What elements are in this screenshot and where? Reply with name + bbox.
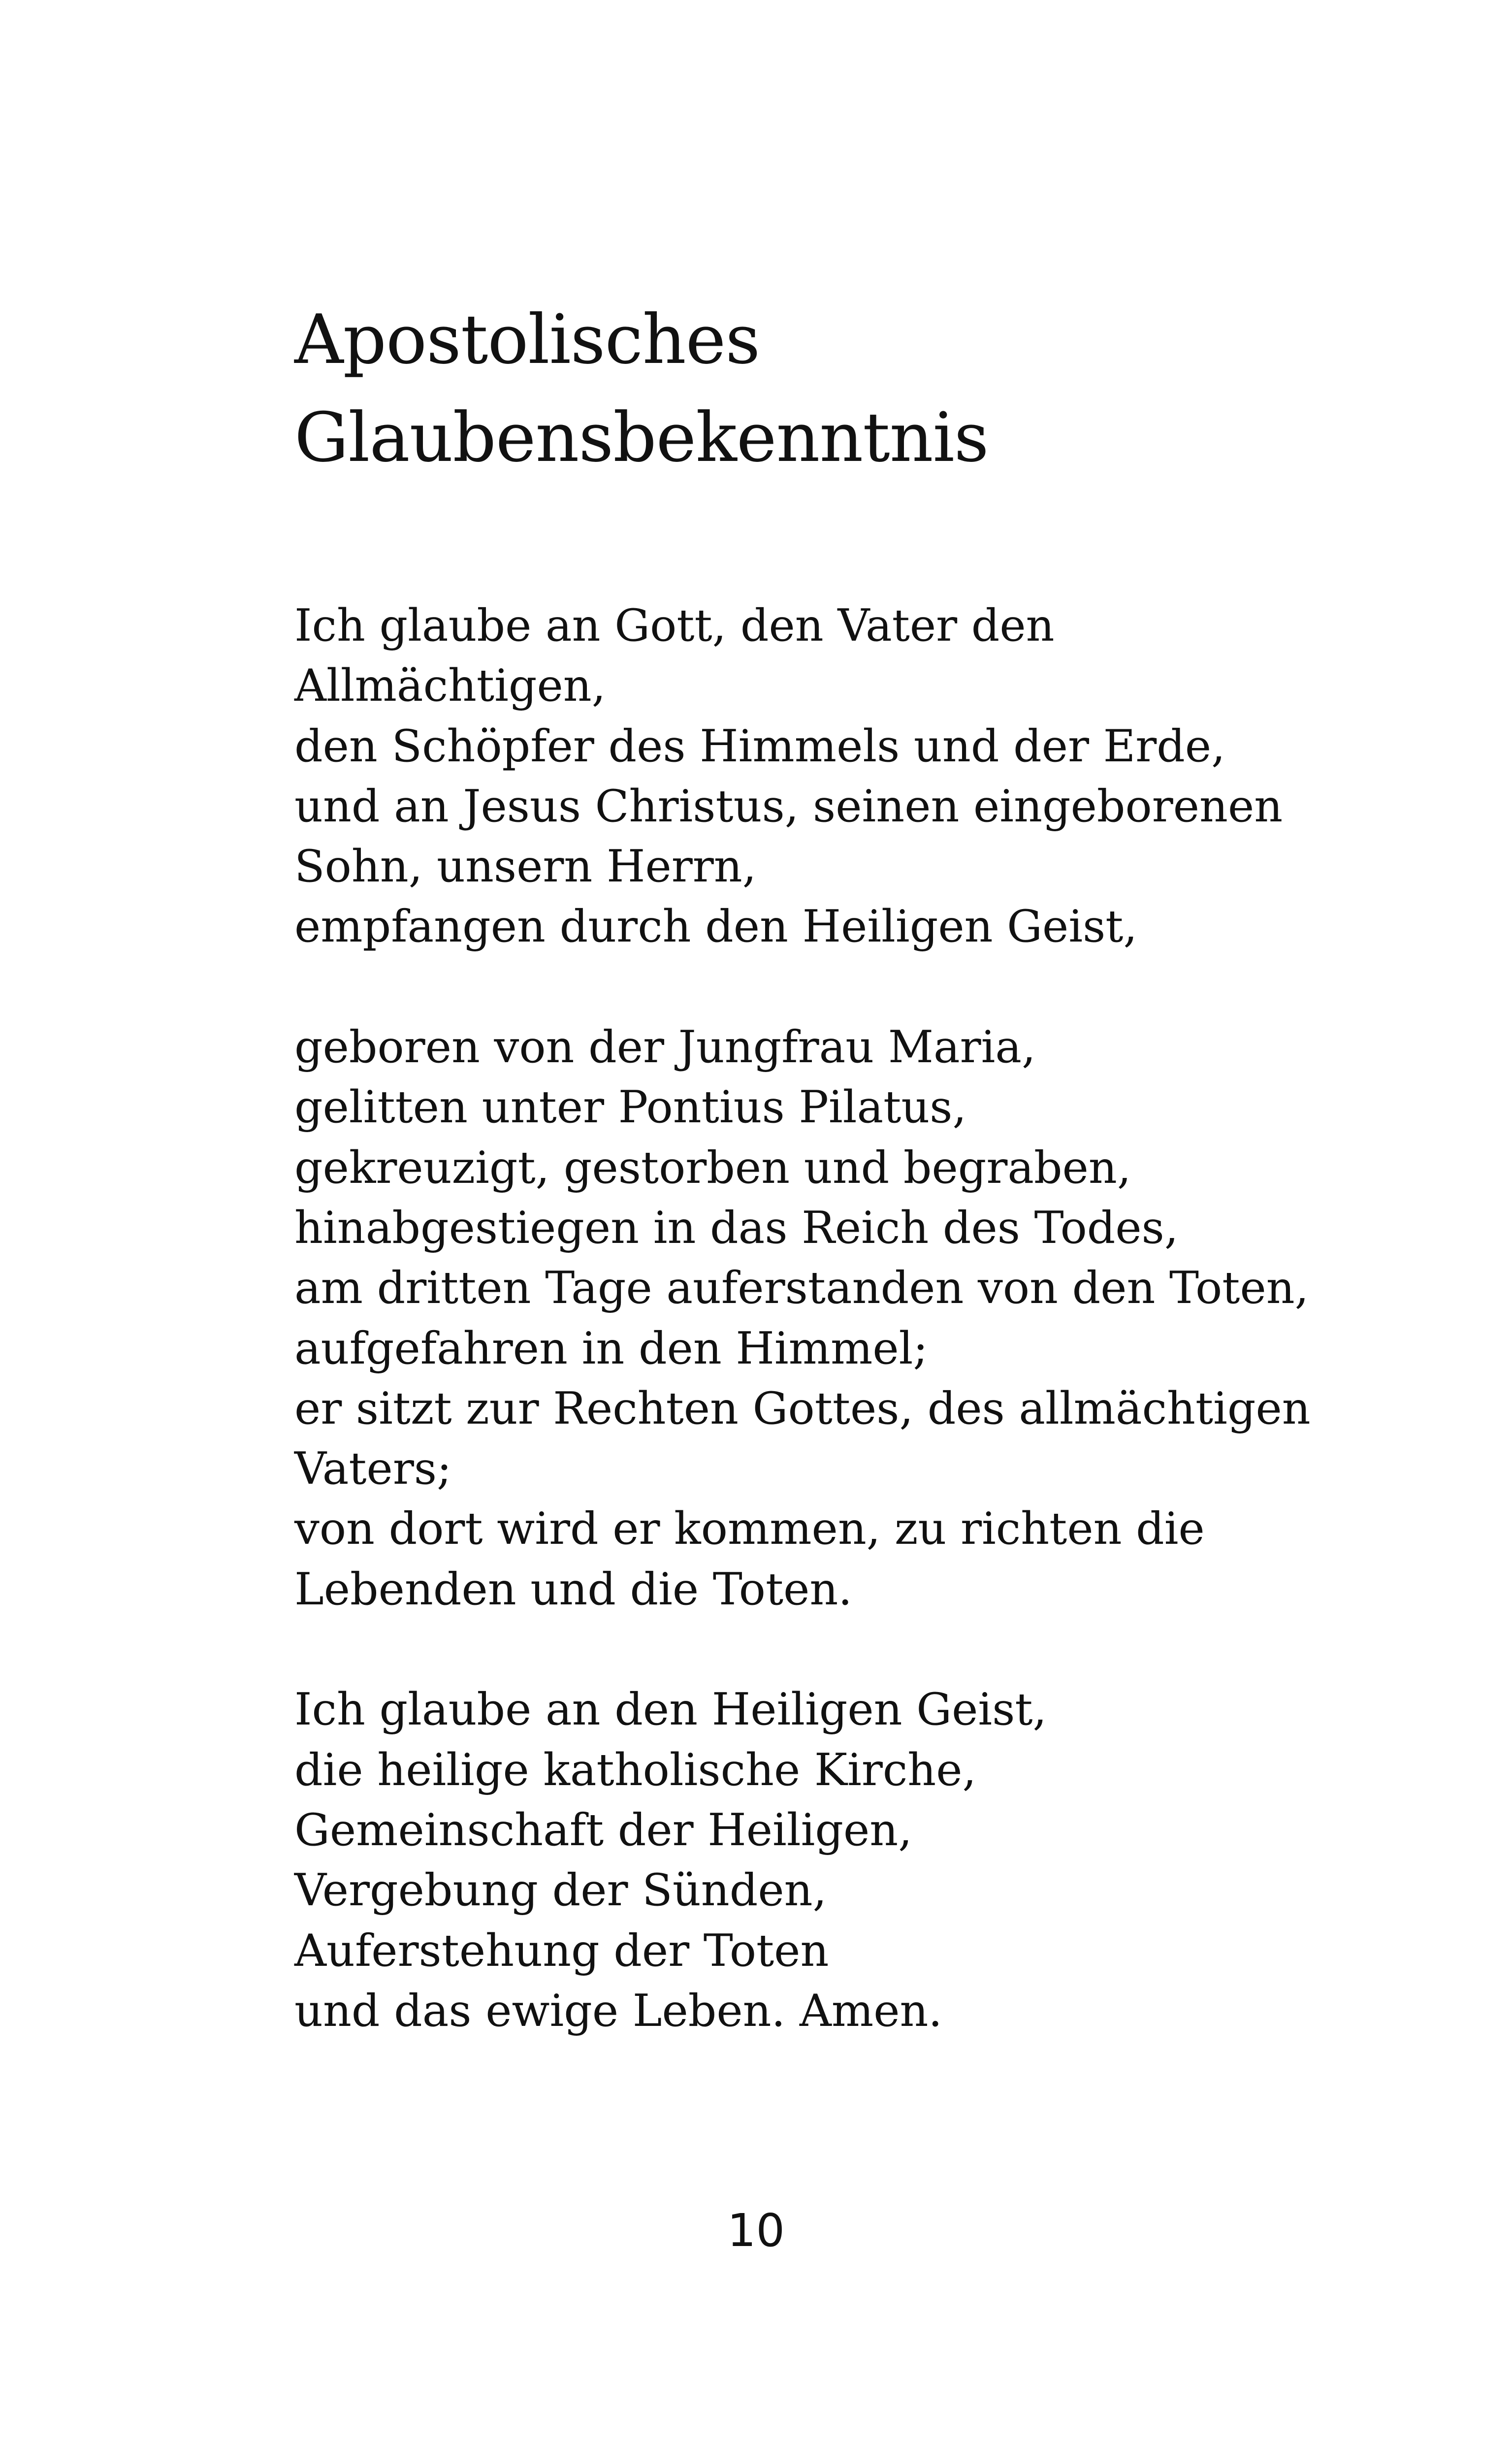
creed-text — [294, 596, 1309, 2041]
text-line: von dort wird er kommen, zu richten die — [294, 1503, 1205, 1555]
title-line: Apostolisches — [294, 300, 760, 379]
text-line: Ich glaube an den Heiligen Geist, — [294, 1684, 1047, 1736]
text-line: Sohn, unsern Herrn, — [294, 841, 757, 893]
text-line: Vergebung der Sünden, — [294, 1864, 827, 1917]
text-line: Vaters; — [294, 1443, 452, 1495]
page-title — [294, 291, 989, 487]
text-line: den Schöpfer des Himmels und der Erde, — [294, 720, 1225, 772]
text-line: Gemeinschaft der Heiligen, — [294, 1804, 912, 1856]
text-line: gekreuzigt, gestorben und begraben, — [294, 1141, 1131, 1194]
title-line: Glaubensbekenntnis — [294, 398, 989, 477]
text-line: und an Jesus Christus, seinen eingeborenen — [294, 780, 1283, 832]
page-number: 10 — [727, 2204, 785, 2257]
text-line: geboren von der Jungfrau Maria, — [294, 1021, 1036, 1074]
text-line: Auferstehung der Toten — [294, 1924, 829, 1977]
stanza-2 — [294, 1017, 1309, 1620]
text-line: Lebenden und die Toten. — [294, 1563, 852, 1615]
text-line: und das ewige Leben. Amen. — [294, 1985, 943, 2037]
text-line: er sitzt zur Rechten Gottes, des allmächtigen — [294, 1382, 1311, 1434]
stanza-1 — [294, 596, 1309, 957]
text-line: hinabgestiegen in das Reich des Todes, — [294, 1202, 1179, 1254]
text-line: gelitten unter Pontius Pilatus, — [294, 1081, 967, 1134]
text-line: Allmächtigen, — [294, 660, 606, 712]
stanza-3 — [294, 1680, 1309, 2041]
text-line: empfangen durch den Heiligen Geist, — [294, 901, 1138, 953]
text-line: Ich glaube an Gott, den Vater den — [294, 600, 1055, 651]
text-line: am dritten Tage auferstanden von den Toten, — [294, 1262, 1309, 1314]
text-line: die heilige katholische Kirche, — [294, 1744, 977, 1796]
text-line: aufgefahren in den Himmel; — [294, 1322, 928, 1374]
